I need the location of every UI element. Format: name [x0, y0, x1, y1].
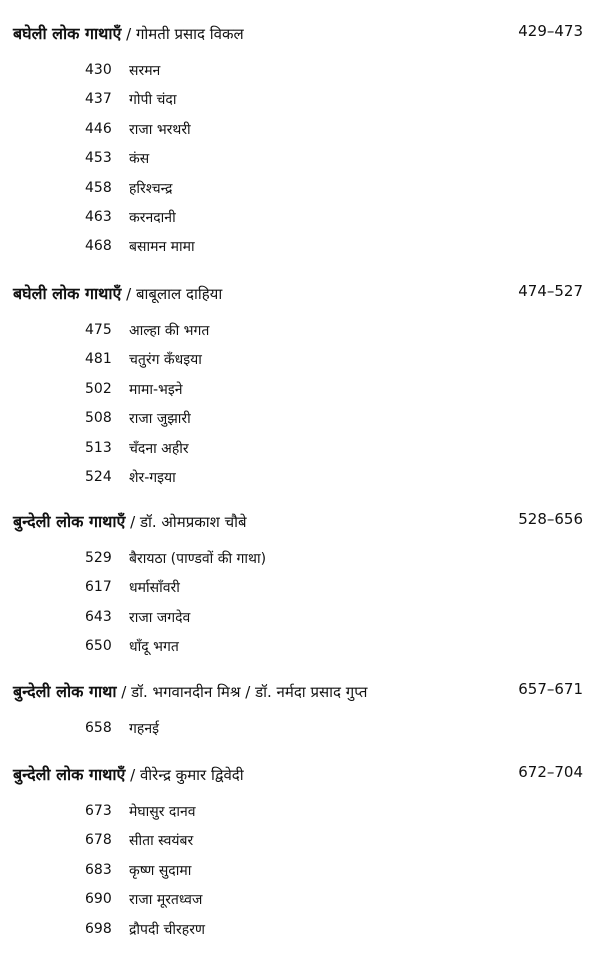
entry-page-number: 437: [85, 91, 112, 108]
section-heading: [13, 763, 587, 791]
entry-title: गहनई: [129, 721, 159, 737]
entry-title: सीता स्वयंबर: [129, 833, 194, 850]
entry-title: सरमन: [129, 63, 161, 79]
entry-page-number: 617: [85, 579, 112, 596]
entry-page-number: 650: [85, 638, 112, 655]
entry-page-number: 658: [85, 720, 112, 736]
entry-page-number: 698: [85, 920, 112, 937]
entry-page-number: 446: [85, 120, 112, 137]
section-author: डॉ. भगवानदीन मिश्र / डॉ. नर्मदा प्रसाद गुप्त: [131, 683, 368, 701]
entry-page-number: 690: [85, 891, 112, 908]
entry-title: कृष्ण सुदामा: [129, 862, 192, 879]
entry-page-number: 673: [85, 803, 112, 819]
entry-page-number: 643: [85, 608, 112, 625]
entry-title: धाँदू भगत: [129, 639, 179, 656]
section-author: डॉ. ओमप्रकाश चौबे: [139, 513, 247, 531]
entry-title: आल्हा की भगत: [129, 323, 210, 339]
section-title: बुन्देली लोक गाथाएँ: [13, 512, 126, 531]
entry-title: बैरायठा (पाण्डवों की गाथा): [129, 551, 267, 567]
entry-page-number: 529: [85, 550, 112, 566]
entry-title: राजा जुझारी: [129, 411, 191, 428]
section-title: बुन्देली लोक गाथा: [13, 682, 117, 701]
section-page-range: 657–671: [518, 680, 583, 698]
entry-title: धर्मासाँवरी: [129, 580, 180, 597]
section-author: वीरेन्द्र कुमार द्विवेदी: [139, 766, 244, 784]
entry-title: द्रौपदी चीरहरण: [129, 921, 206, 938]
section-page-range: 429–473: [518, 22, 583, 40]
section-separator: /: [116, 683, 132, 701]
entry-page-number: 678: [85, 832, 112, 849]
entry-title: चँदना अहीर: [129, 440, 189, 457]
entry-title: राजा मूरतध्वज: [129, 892, 203, 909]
entry-title: राजा भरथरी: [129, 121, 191, 138]
section-separator: /: [125, 513, 140, 531]
section-title: बुन्देली लोक गाथाएँ: [13, 765, 126, 784]
section-page-range: 672–704: [518, 763, 583, 781]
entry-page-number: 475: [85, 322, 112, 338]
entry-page-number: 481: [85, 351, 112, 368]
section-author: गोमती प्रसाद विकल: [135, 25, 244, 43]
section-heading: [13, 680, 587, 708]
entry-page-number: 430: [85, 62, 112, 78]
entry-title: मेघासुर दानव: [129, 804, 196, 820]
section-heading: [13, 510, 587, 538]
entry-page-number: 508: [85, 410, 112, 427]
entry-page-number: 683: [85, 861, 112, 878]
entry-page-number: 463: [85, 208, 112, 225]
entry-page-number: 453: [85, 150, 112, 167]
entry-page-number: 502: [85, 380, 112, 397]
entry-title: चतुरंग कँधइया: [129, 352, 202, 369]
entry-title: राजा जगदेव: [129, 609, 191, 626]
entry-page-number: 468: [85, 238, 112, 255]
section-separator: /: [121, 285, 136, 303]
entry-page-number: 513: [85, 439, 112, 456]
section-page-range: 474–527: [518, 282, 583, 300]
entry-page-number: 524: [85, 468, 112, 485]
entry-title: गोपी चंदा: [129, 92, 177, 109]
entry-title: मामा-भइने: [129, 381, 183, 398]
section-author: बाबूलाल दाहिया: [135, 285, 223, 303]
entry-title: हरिश्चन्द्र: [129, 180, 173, 197]
section-page-range: 528–656: [518, 510, 583, 528]
section-title: बघेली लोक गाथाएँ: [13, 24, 122, 43]
section-heading: [13, 282, 587, 310]
section-title: बघेली लोक गाथाएँ: [13, 284, 122, 303]
section-separator: /: [125, 766, 140, 784]
entry-title: बसामन मामा: [129, 239, 195, 256]
entry-title: शेर-गइया: [129, 469, 176, 486]
entry-title: करनदानी: [129, 209, 176, 226]
entry-page-number: 458: [85, 179, 112, 196]
entry-title: कंस: [129, 151, 150, 168]
section-separator: /: [121, 25, 136, 43]
section-heading: [13, 22, 587, 50]
